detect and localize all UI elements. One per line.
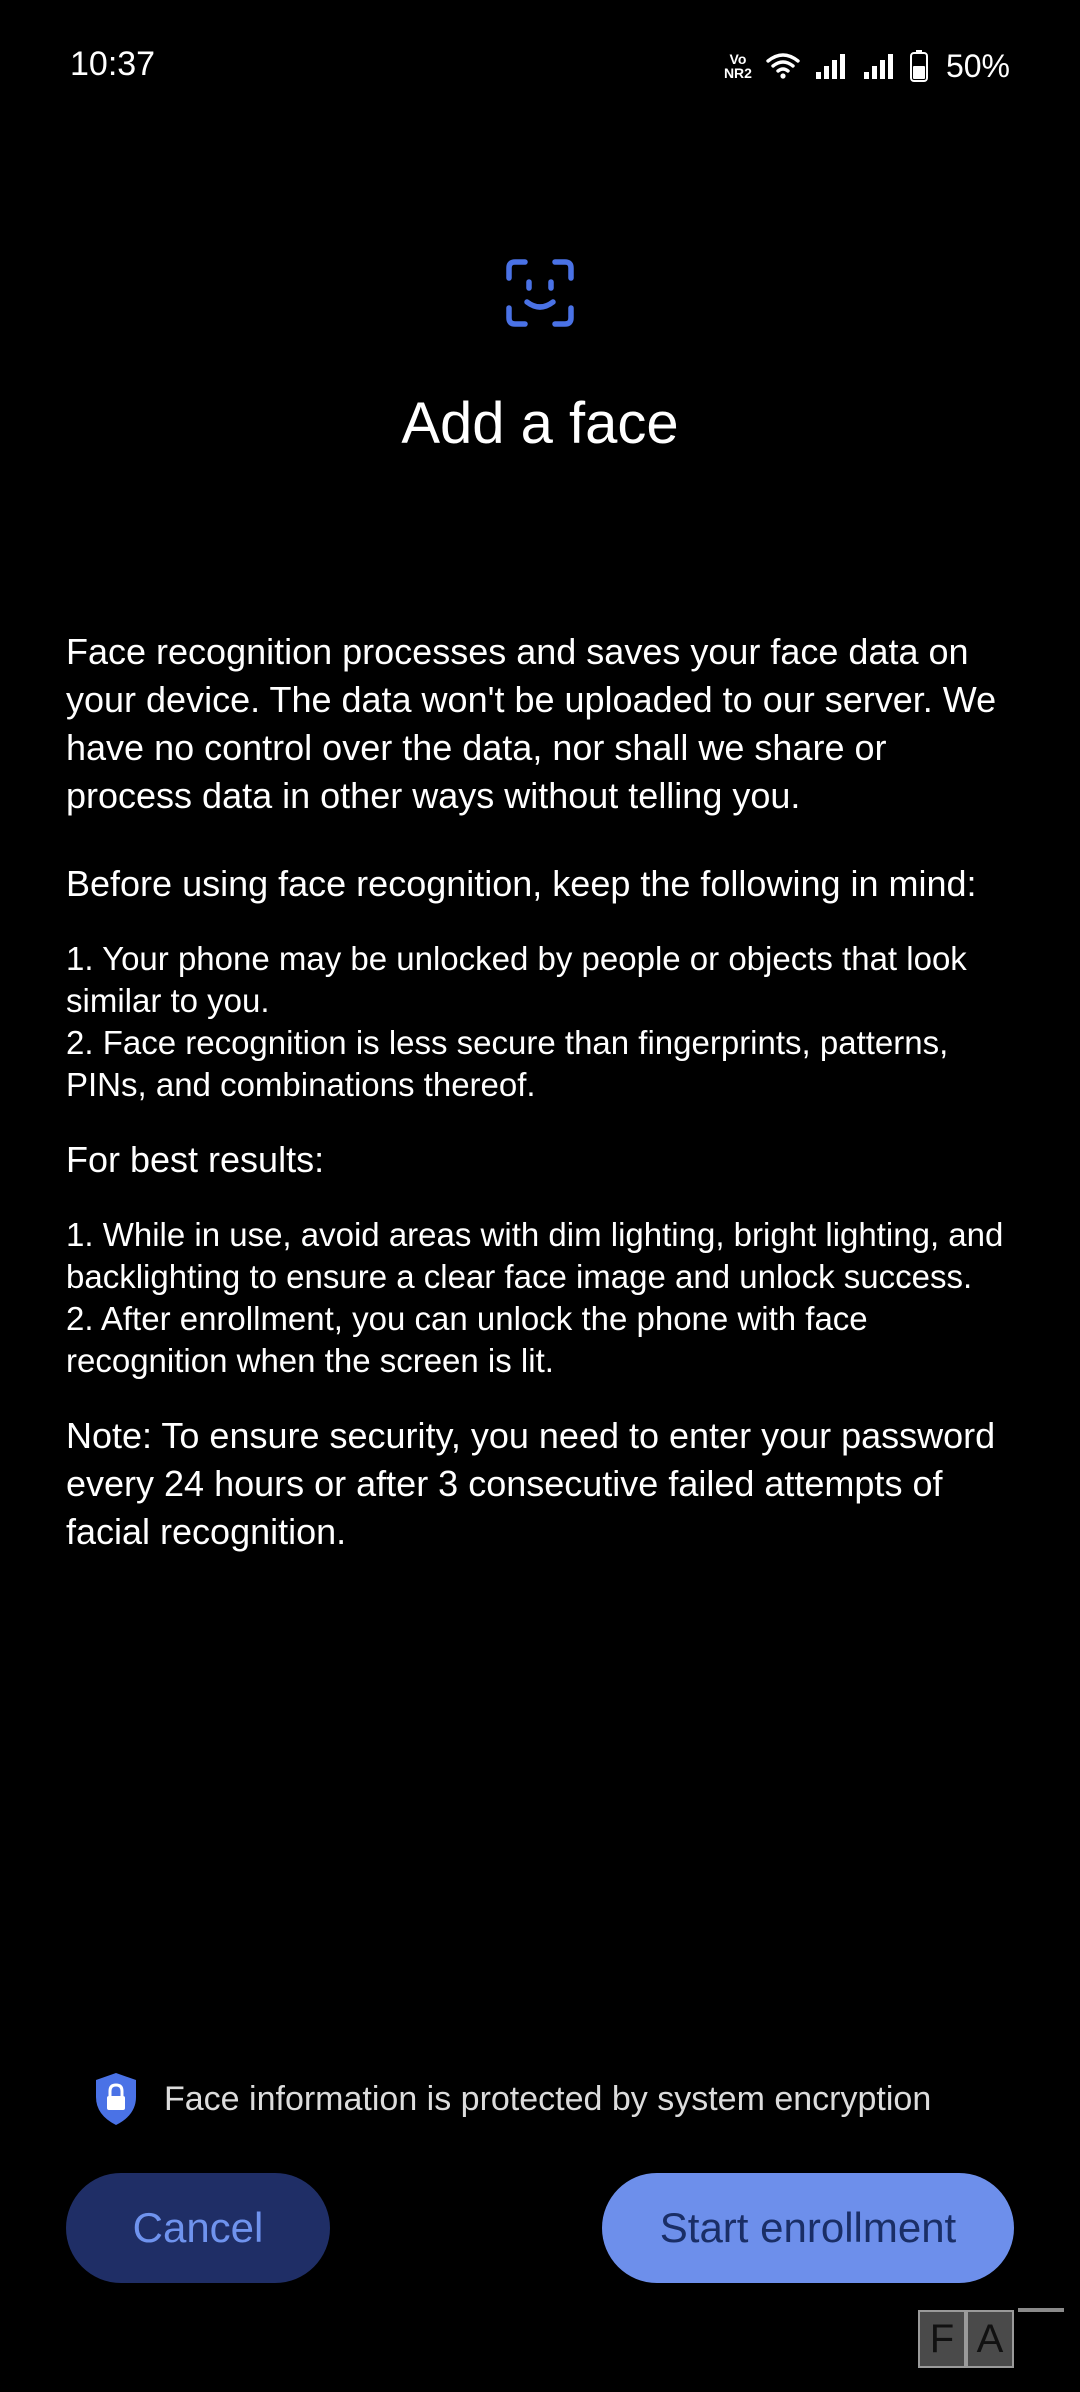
wifi-icon — [766, 52, 800, 80]
security-note: Note: To ensure security, you need to enter your password every 24 hours or after 3 consecutive failed attempts of facial recognition. — [66, 1415, 996, 1552]
status-icons — [724, 44, 1010, 88]
description-content — [66, 628, 1016, 1556]
encryption-notice — [92, 2070, 931, 2128]
signal-icon — [814, 52, 848, 80]
fa-letter-f: F — [918, 2310, 966, 2368]
start-enrollment-button[interactable]: Start enrollment — [602, 2173, 1014, 2283]
vonr-bottom: NR2 — [723, 65, 752, 81]
best-results-heading: For best results: — [66, 1139, 325, 1180]
signal-icon — [862, 52, 896, 80]
vonr-badge — [724, 52, 752, 80]
tip-item-2: 2. After enrollment, you can unlock the phone with face recognition when the screen is lit. — [66, 1300, 868, 1379]
fa-letter-a: A — [966, 2310, 1014, 2368]
fa-overlay-badge[interactable] — [918, 2310, 1014, 2368]
battery-icon — [910, 50, 928, 82]
vonr-top: Vo — [729, 51, 747, 67]
warning-item-2: 2. Face recognition is less secure than fingerprints, patterns, PINs, and combinations thereof. — [66, 1024, 949, 1103]
warning-item-1: 1. Your phone may be unlocked by people or objects that look similar to you. — [66, 940, 967, 1019]
status-time: 10:37 — [70, 45, 156, 83]
shield-lock-icon — [92, 2071, 140, 2127]
cancel-button[interactable]: Cancel — [66, 2173, 330, 2283]
before-using-heading: Before using face recognition, keep the following in mind: — [66, 863, 977, 904]
face-scan-icon — [505, 258, 575, 328]
encryption-text: Face information is protected by system encryption — [164, 2079, 932, 2118]
page-title: Add a face — [401, 391, 679, 456]
privacy-paragraph: Face recognition processes and saves your face data on your device. The data won't be uploaded to our server. We have no control over the data, nor shall we share or process data in other ways without telling you. — [66, 631, 997, 816]
status-bar — [0, 0, 1080, 130]
battery-percent: 50% — [945, 47, 1010, 84]
fa-underline — [1018, 2308, 1064, 2312]
tip-item-1: 1. While in use, avoid areas with dim lighting, bright lighting, and backlighting to ensure a clear face image and unlock success. — [66, 1216, 1004, 1295]
